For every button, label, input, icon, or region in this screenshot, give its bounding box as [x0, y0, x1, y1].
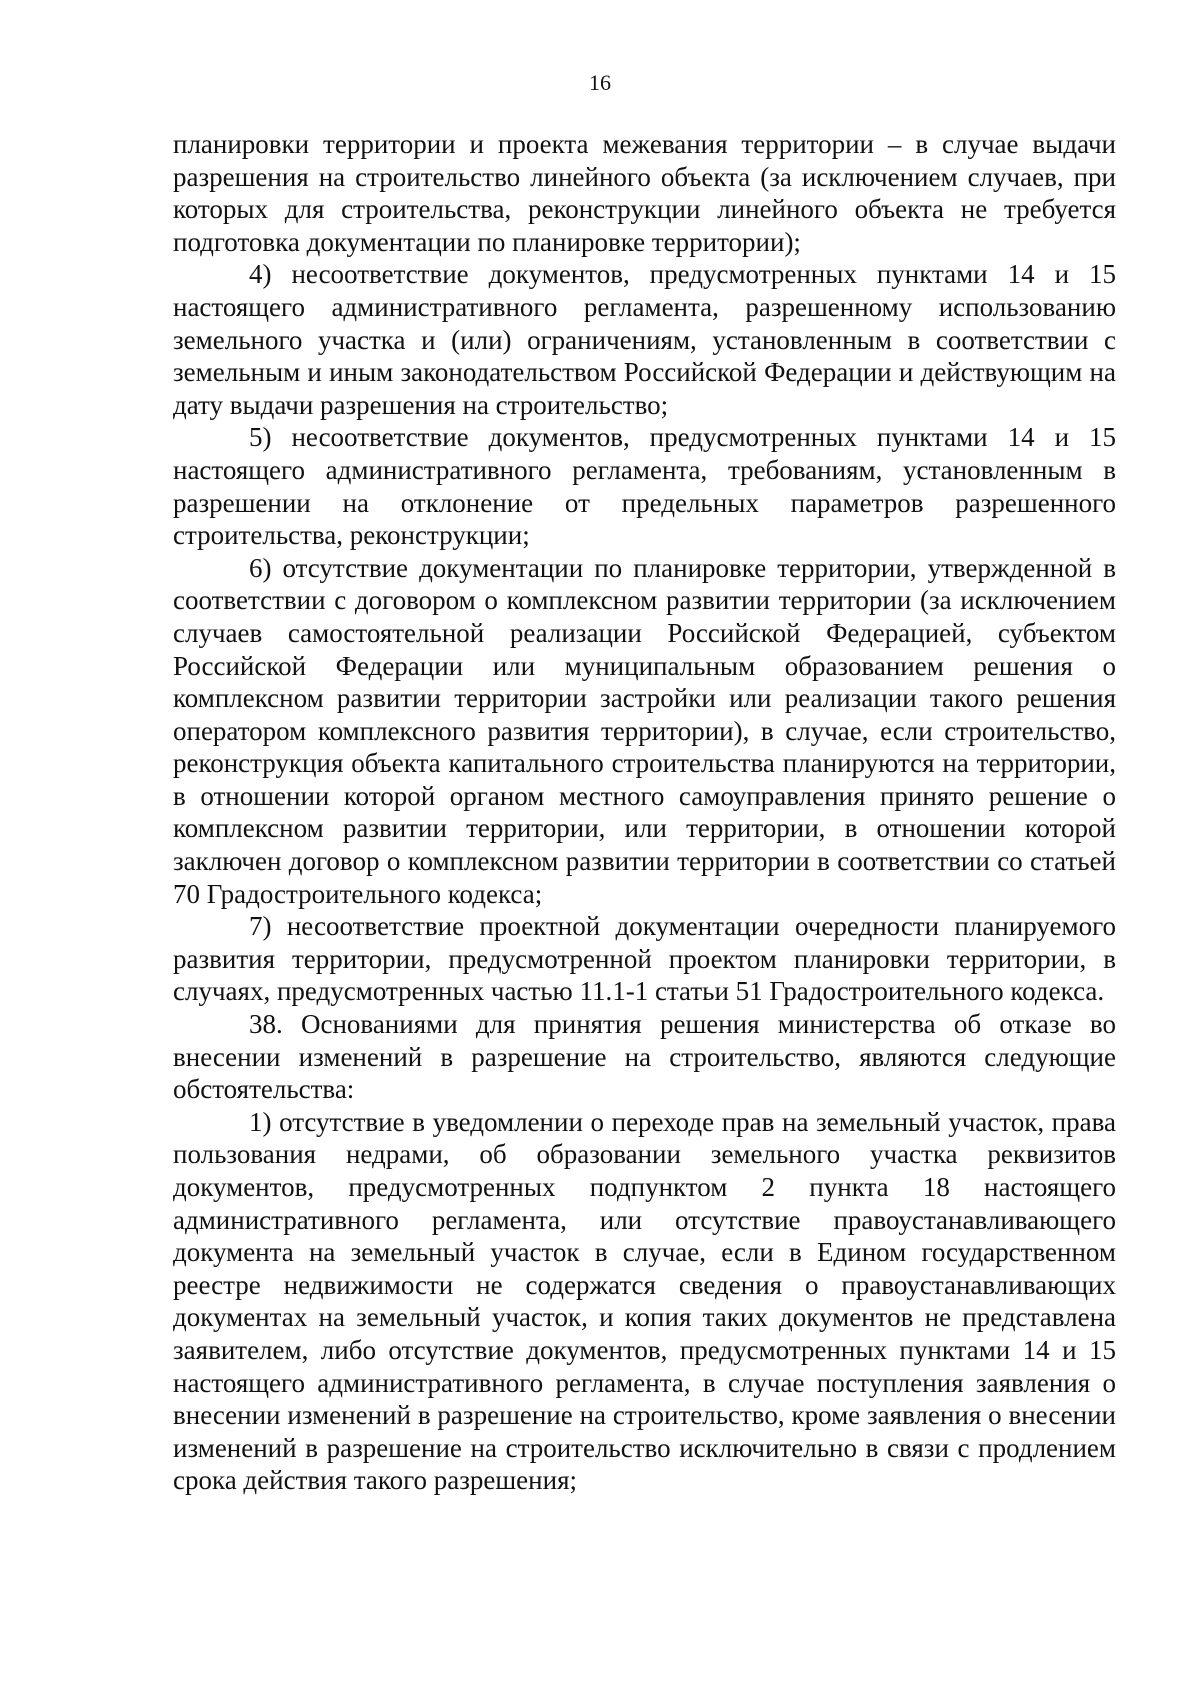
paragraph-item-5: 5) несоответствие документов, предусмотренных пунктами 14 и 15 настоящего административного регламента, требованиям, установленным в разрешении на отклонение от предельных параметров разрешенного строительства, реконструкции; — [173, 422, 1116, 551]
paragraph-item-1: 1) отсутствие в уведомлении о переходе прав на земельный участок, права пользования недрами, об образовании земельного участка реквизитов документов, предусмотренных подпунктом 2 пункта 18 настоящего административного регламента, или отсутствие правоустанавливающего документа на земельный участок в случае, если в Едином государственном реестре недвижимости не содержатся сведения о правоустанавливающих документах на земельный участок, и копия таких документов не представлена заявителем, либо отсутствие документов, предусмотренных пунктами 14 и 15 настоящего административного регламента, в случае поступления заявления о внесении изменений в разрешение на строительство, кроме заявления о внесении изменений в разрешение на строительство исключительно в связи с продлением срока действия такого разрешения; — [173, 1106, 1116, 1496]
paragraph-section-38: 38. Основаниями для принятия решения министерства об отказе во внесении изменений в разрешение на строительство, являются следующие обстоятельства: — [173, 1009, 1116, 1105]
paragraph-item-6: 6) отсутствие документации по планировке территории, утвержденной в соответствии с договором о комплексном развитии территории (за исключением случаев самостоятельной реализации Российской Федерацией, субъектом Российской Федерации или муниципальным образованием решения о комплексном развитии территории застройки или реализации такого решения оператором комплексного развития территории), в случае, если строительство, реконструкция объекта капитального строительства планируются на территории, в отношении которой органом местного самоуправления принято решение о комплексном развитии территории, или территории, в отношении которой заключен договор о комплексном развитии территории в соответствии со статьей 70 Градостроительного кодекса; — [173, 552, 1116, 909]
page-number: 16 — [589, 70, 611, 95]
document-body — [173, 128, 1116, 1497]
paragraph-item-4: 4) несоответствие документов, предусмотренных пунктами 14 и 15 настоящего административного регламента, разрешенному использованию земельного участка и (или) ограничениям, установленным в соответствии с земельным и иным законодательством Российской Федерации и действующим на дату выдачи разрешения на строительство; — [173, 259, 1116, 420]
paragraph-continuation: планировки территории и проекта межевания территории – в случае выдачи разрешения на строительство линейного объекта (за исключением случаев, при которых для строительства, реконструкции линейного объекта не требуется подготовка документации по планировке территории); — [173, 129, 1116, 257]
paragraph-item-7: 7) несоответствие проектной документации очередности планируемого развития территории, предусмотренной проектом планировки территории, в случаях, предусмотренных частью 11.1-1 статьи 51 Градостроительного кодекса. — [173, 911, 1116, 1007]
